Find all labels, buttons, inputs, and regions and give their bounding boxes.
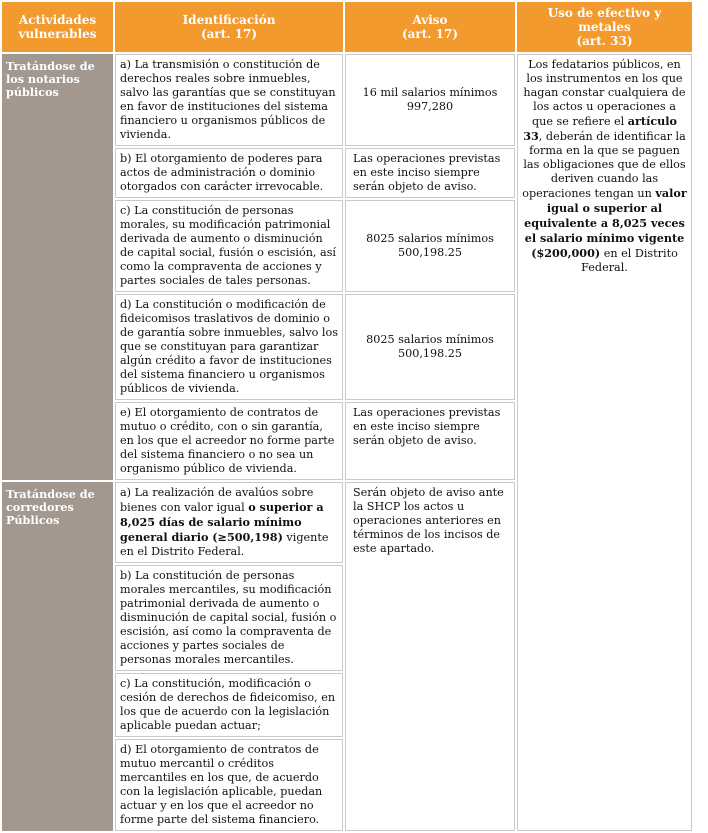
header-uso-efectivo: Uso de efectivo y metales (art. 33) [517,2,694,54]
vulnerable-activities-table [2,2,694,833]
identification-cell: d) El otorgamiento de contratos de mutuo mercantil o créditos mercantiles en los que, de acuerdo con la legislación aplicable, puedan actuar y en los que el acreedor no forme parte del sistema financiero. [115,739,345,833]
identification-cell: a) La transmisión o constitución de derechos reales sobre inmuebles, salvo las garantías que se constituyan en favor de instituciones del sistema financiero u organismos públicos de vivienda. [115,54,345,148]
uso-efectivo-cell: Los fedatarios públicos, en los instrumentos en los que hagan constar cualquiera de los actos u operaciones a que se refiere el artículo 33, deberán de identificar la forma en la que se paguen las obligaciones que de ellos deriven cuando las operaciones tengan un valor igual o superior al equivalente a 8,025 veces el salario mínimo vigente ($200,000) en el Distrito Federal. [517,54,694,833]
identification-cell: c) La constitución de personas morales, su modificación patrimonial derivada de aumento o disminución de capital social, fusión o escisión, así como la compraventa de acciones y partes sociales de tales personas. [115,200,345,294]
aviso-corredores-cell: Serán objeto de aviso ante la SHCP los actos u operaciones anteriores en términos de los incisos de este apartado. [345,482,517,833]
header-actividades: Actividades vulnerables [2,2,115,54]
header-row [2,2,694,54]
header-identificacion: Identificación (art. 17) [115,2,345,54]
header-aviso: Aviso (art. 17) [345,2,517,54]
aviso-cell: Las operaciones previstas en este inciso siempre serán objeto de aviso. [345,148,517,200]
identification-cell: c) La constitución, modificación o cesión de derechos de fideicomiso, en los que de acuerdo con la legislación aplicable puedan actuar; [115,673,345,739]
aviso-cell: 16 mil salarios mínimos 997,280 [345,54,517,148]
identification-cell: d) La constitución o modificación de fideicomisos traslativos de dominio o de garantía sobre inmuebles, salvo los que se constituyan para garantizar algún crédito a favor de instituciones del sistema financiero u organismos públicos de vivienda. [115,294,345,402]
identification-cell: b) La constitución de personas morales mercantiles, su modificación patrimonial derivada de aumento o disminución de capital social, fusión o escisión, así como la compraventa de acciones y partes sociales de personas morales mercantiles. [115,565,345,673]
identification-cell: b) El otorgamiento de poderes para actos de administración o dominio otorgados con carácter irrevocable. [115,148,345,200]
identification-cell: a) La realización de avalúos sobre bienes con valor igual o superior a 8,025 días de salario mínimo general diario (≥500,198) vigente en el Distrito Federal. [115,482,345,565]
activity-corredores: Tratándose de corredores Públicos [2,482,115,833]
table-row [2,54,694,148]
identification-cell: e) El otorgamiento de contratos de mutuo o crédito, con o sin garantía, en los que el acreedor no forme parte del sistema financiero o no sea un organismo público de vivienda. [115,402,345,482]
aviso-cell: 8025 salarios mínimos 500,198.25 [345,294,517,402]
document-table-wrapper [2,2,694,826]
aviso-cell: 8025 salarios mínimos 500,198.25 [345,200,517,294]
activity-notarios: Tratándose de los notarios públicos [2,54,115,482]
aviso-cell: Las operaciones previstas en este inciso siempre serán objeto de aviso. [345,402,517,482]
